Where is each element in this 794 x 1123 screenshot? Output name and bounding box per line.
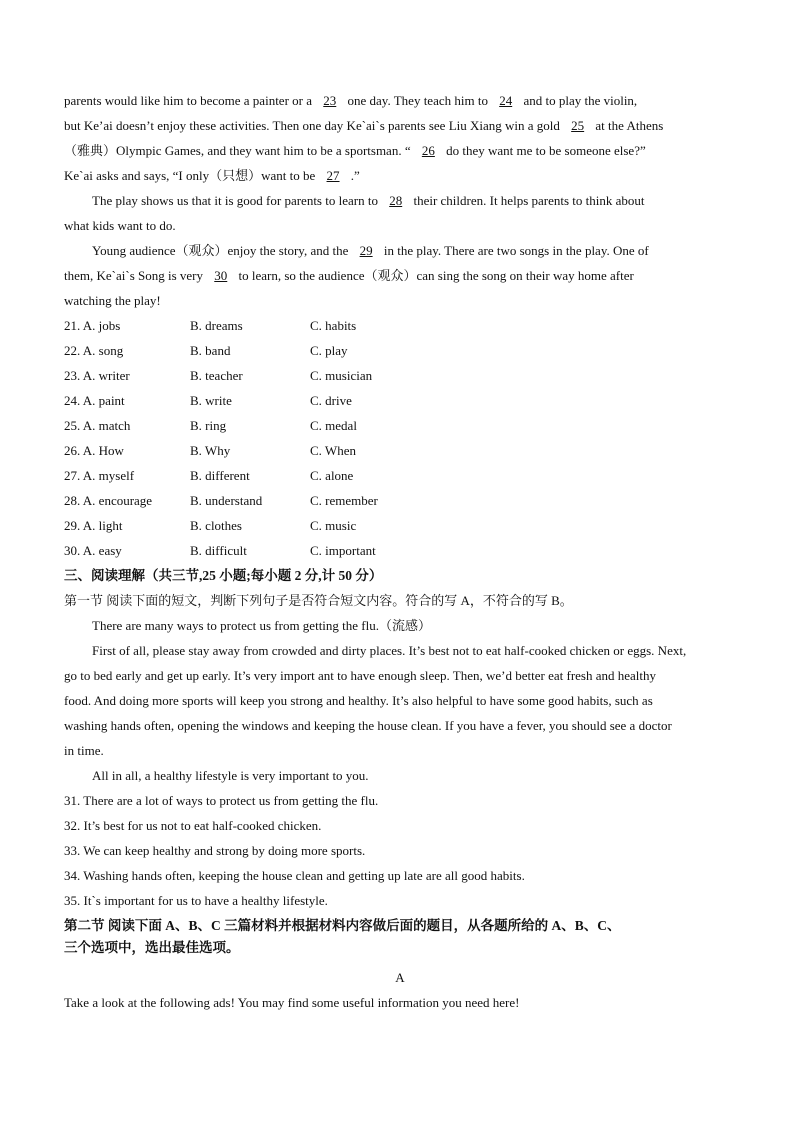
text: do they want me to be someone else?” (446, 143, 646, 158)
cloze-line (64, 263, 736, 288)
option-c: C. alone (310, 468, 354, 483)
option-c: C. habits (310, 318, 357, 333)
option-b: B. write (190, 393, 232, 408)
cloze-line (64, 163, 736, 188)
question-item: 34. Washing hands often, keeping the house clean and getting up late are all good habits. (64, 868, 525, 883)
text: in the play. There are two songs in the play. One of (383, 243, 649, 258)
option-row (64, 413, 736, 438)
option-c: C. When (310, 443, 356, 458)
passage-line: There are many ways to protect us from getting the flu.（流感） (92, 618, 431, 633)
option-b: B. ring (190, 418, 227, 433)
option-a: 26. A. How (64, 443, 124, 458)
cloze-line (64, 88, 736, 113)
option-b: B. dreams (190, 318, 243, 333)
text: Ke`ai asks and says, “I only（只想）want to be (64, 168, 316, 183)
question-item: 32. It’s best for us not to eat half-cooked chicken. (64, 818, 322, 833)
option-row (64, 388, 736, 413)
blank-25: 25 (571, 118, 585, 133)
instr-line: 第二节 阅读下面 A、B、C 三篇材料并根据材料内容做后面的题目，从各题所给的 A、B、C、 (64, 918, 621, 933)
option-a: 30. A. easy (64, 543, 122, 558)
option-row (64, 363, 736, 388)
option-row (64, 438, 736, 463)
option-row (64, 313, 736, 338)
options-list (64, 313, 736, 563)
exam-page (64, 88, 736, 1015)
text: them, Ke`ai`s Song is very (64, 268, 204, 283)
cloze-line (64, 113, 736, 138)
option-b: B. clothes (190, 518, 242, 533)
passage-line: washing hands often, opening the windows and keeping the house clean. If you have a fever, you should see a doctor (64, 718, 672, 733)
option-c: C. play (310, 343, 348, 358)
text: （雅典）Olympic Games, and they want him to be a sportsman. “ (64, 143, 411, 158)
cloze-line: what kids want to do. (64, 218, 176, 233)
option-c: C. musician (310, 368, 373, 383)
option-row (64, 463, 736, 488)
option-a: 22. A. song (64, 343, 124, 358)
blank-30: 30 (214, 268, 228, 283)
blank-27: 27 (326, 168, 340, 183)
blank-26: 26 (421, 143, 435, 158)
text: .” (350, 168, 360, 183)
option-a: 21. A. jobs (64, 318, 121, 333)
option-c: C. remember (310, 493, 378, 508)
text: one day. They teach him to (347, 93, 488, 108)
option-row (64, 488, 736, 513)
option-c: C. music (310, 518, 357, 533)
text: Young audience（观众）enjoy the story, and the (92, 243, 349, 258)
option-b: B. teacher (190, 368, 243, 383)
question-item: 33. We can keep healthy and strong by doing more sports. (64, 843, 366, 858)
option-a: 23. A. writer (64, 368, 130, 383)
question-item: 35. It`s important for us to have a healthy lifestyle. (64, 893, 328, 908)
option-row (64, 538, 736, 563)
part2-instructions (64, 915, 736, 959)
text: to learn, so the audience（观众）can sing the song on their way home after (238, 268, 634, 283)
part1-instructions: 第一节 阅读下面的短文，判断下列句子是否符合短文内容。符合的写 A，不符合的写 B。 (64, 593, 573, 608)
option-b: B. difficult (190, 543, 247, 558)
cloze-line (64, 188, 736, 213)
question-item: 31. There are a lot of ways to protect us from getting the flu. (64, 793, 379, 808)
option-b: B. Why (190, 443, 231, 458)
option-a: 28. A. encourage (64, 493, 153, 508)
option-b: B. band (190, 343, 231, 358)
ads-intro: Take a look at the following ads! You may find some useful information you need here! (64, 995, 520, 1010)
option-row (64, 513, 736, 538)
option-a: 27. A. myself (64, 468, 135, 483)
blank-29: 29 (359, 243, 373, 258)
passage-line: All in all, a healthy lifestyle is very important to you. (92, 768, 369, 783)
instr-line: 三个选项中，选出最佳选项。 (64, 940, 240, 955)
text: at the Athens (595, 118, 664, 133)
option-a: 25. A. match (64, 418, 131, 433)
option-c: C. drive (310, 393, 352, 408)
option-row (64, 338, 736, 363)
option-b: B. understand (190, 493, 263, 508)
option-a: 29. A. light (64, 518, 123, 533)
text: parents would like him to become a painter or a (64, 93, 313, 108)
passage-line: First of all, please stay away from crowded and dirty places. It’s best not to eat half-cooked chicken or eggs. Next, (92, 643, 687, 658)
section-heading: 三、阅读理解（共三节,25 小题;每小题 2 分,计 50 分） (64, 568, 383, 583)
option-a: 24. A. paint (64, 393, 125, 408)
passage-line: food. And doing more sports will keep you strong and healthy. It’s also helpful to have some good habits, such as (64, 693, 653, 708)
option-c: C. important (310, 543, 376, 558)
text: their children. It helps parents to think about (413, 193, 645, 208)
blank-28: 28 (389, 193, 403, 208)
passage-label-a: A (395, 970, 405, 985)
blank-23: 23 (323, 93, 337, 108)
option-b: B. different (190, 468, 250, 483)
text: The play shows us that it is good for parents to learn to (92, 193, 378, 208)
text: but Ke’ai doesn’t enjoy these activities. Then one day Ke`ai`s parents see Liu Xiang win a gold (64, 118, 560, 133)
passage-line: go to bed early and get up early. It’s very import ant to have enough sleep. Then, we’d better eat fresh and healthy (64, 668, 657, 683)
cloze-line (64, 238, 736, 263)
option-c: C. medal (310, 418, 357, 433)
text: and to play the violin, (523, 93, 638, 108)
blank-24: 24 (499, 93, 513, 108)
cloze-line: watching the play! (64, 293, 161, 308)
cloze-line (64, 138, 736, 163)
passage-line: in time. (64, 743, 104, 758)
